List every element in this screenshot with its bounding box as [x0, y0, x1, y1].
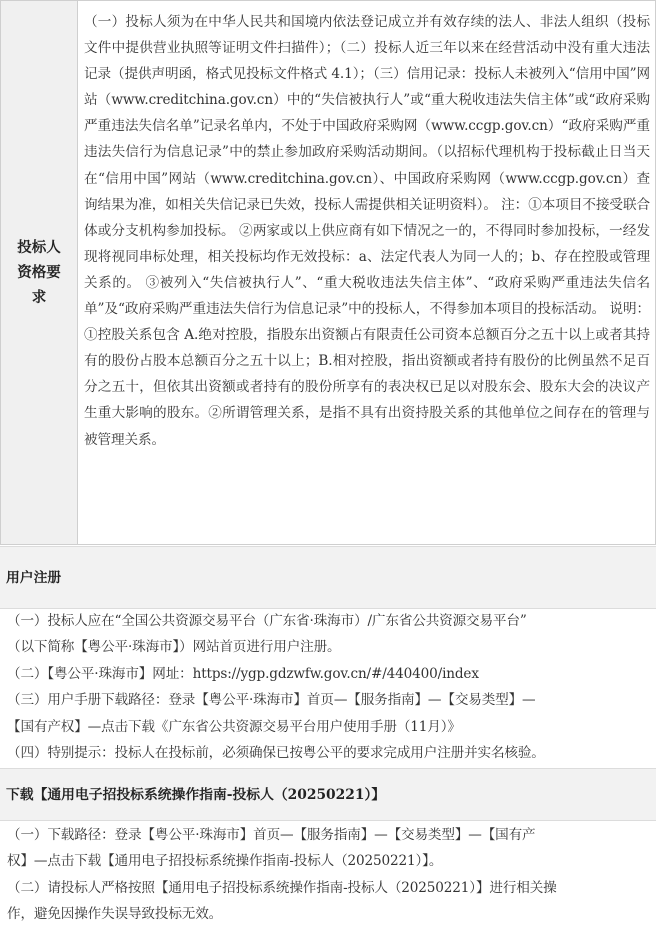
download-line-2: 权】—点击下载【通用电子招投标系统操作指南-投标人（20250221）】。: [7, 853, 443, 870]
registration-line-1: （一）投标人应在“全国公共资源交易平台（广东省·珠海市）/广东省公共资源交易平台”: [7, 613, 527, 629]
qualification-label-line-3: 求: [31, 289, 47, 306]
qualification-row: [1, 1, 656, 545]
download-line-4: 作，避免因操作失误导致投标无效。: [7, 906, 223, 923]
registration-line-6: （四）特别提示：投标人在投标前，必须确保已按粤公平的要求完成用户注册并实名核验。: [7, 745, 545, 762]
qualification-label-cell: [1, 1, 78, 545]
download-line-1: （一）下载路径：登录【粤公平·珠海市】首页—【服务指南】—【交易类型】—【国有产: [7, 827, 536, 843]
download-section-body: [0, 822, 656, 928]
registration-line-3: （二）【粤公平·珠海市】网址：https://ygp.gdzwfw.gov.cn/#/440400/index: [7, 665, 479, 682]
registration-line-2: （以下简称【粤公平·珠海市】）网站首页进行用户注册。: [7, 639, 341, 656]
registration-section-title: 用户注册: [0, 546, 656, 609]
qualification-text: （一）投标人须为在中华人民共和国境内依法登记成立并有效存续的法人、非法人组织（投标文件中提供营业执照等证明文件扫描件）；（二）投标人近三年以来在经营活动中没有重大违法记录（提供声明函，格式见投标文件格式 4.1）；（三）信用记录：投标人未被列入“信用中国”网站（www.creditchina.gov.cn）中的“失信被执行人”或“重大税收违法失信主体”或“政府采购严重违法失信名单”记录名单内，不处于中国政府采购网（www.ccgp.gov.cn）“政府采购严重违法失信行为信息记录”中的禁止参加政府采购活动期间。（以招标代理机构于投标截止日当天在“信用中国”网站（www.creditchina.gov.cn）、中国政府采购网（www.ccgp.gov.cn）查询结果为准，如相关失信记录已失效，投标人需提供相关证明资料）。 注：①本项目不接受联合体或分支机构参加投标。 ②两家或以上供应商有如下情况之一的，不得同时参加投标，一经发现将视同串标处理，相关投标均作无效投标：a、法定代表人为同一人的；b、存在控股或管理关系的。 ③被列入“失信被执行人”、“重大税收违法失信主体”、“政府采购严重违法失信名单”及“政府采购严重违法失信行为信息记录”中的投标人，不得参加本项目的投标活动。 说明：①控股关系包含 A.绝对控股，指股东出资额占有限责任公司资本总额百分之五十以上或者其持有的股份占股本总额百分之五十以上；B.相对控股，指出资额或者持有股份的比例虽然不足百分之五十，但依其出资额或者持有的股份所享有的表决权已足以对股东会、股东大会的决议产生重大影响的股东。②所谓管理关系，是指不具有出资持股关系的其他单位之间存在的管理与被管理关系。: [78, 1, 656, 545]
registration-section-body: [0, 608, 656, 766]
qualification-label-line-1: 投标人: [17, 239, 61, 256]
registration-line-5: 【国有产权】—点击下载《广东省公共资源交易平台用户使用手册（11月）》: [7, 718, 461, 735]
download-line-3: （二）请投标人严格按照【通用电子招投标系统操作指南-投标人（20250221）】进行相关操: [7, 879, 557, 896]
registration-line-4: （三）用户手册下载路径：登录【粤公平·珠海市】首页—【服务指南】—【交易类型】—: [7, 692, 536, 709]
qualification-label-line-2: 资格要: [17, 264, 61, 281]
download-section-title: 下载【通用电子招投标系统操作指南-投标人（20250221）】: [0, 768, 656, 821]
